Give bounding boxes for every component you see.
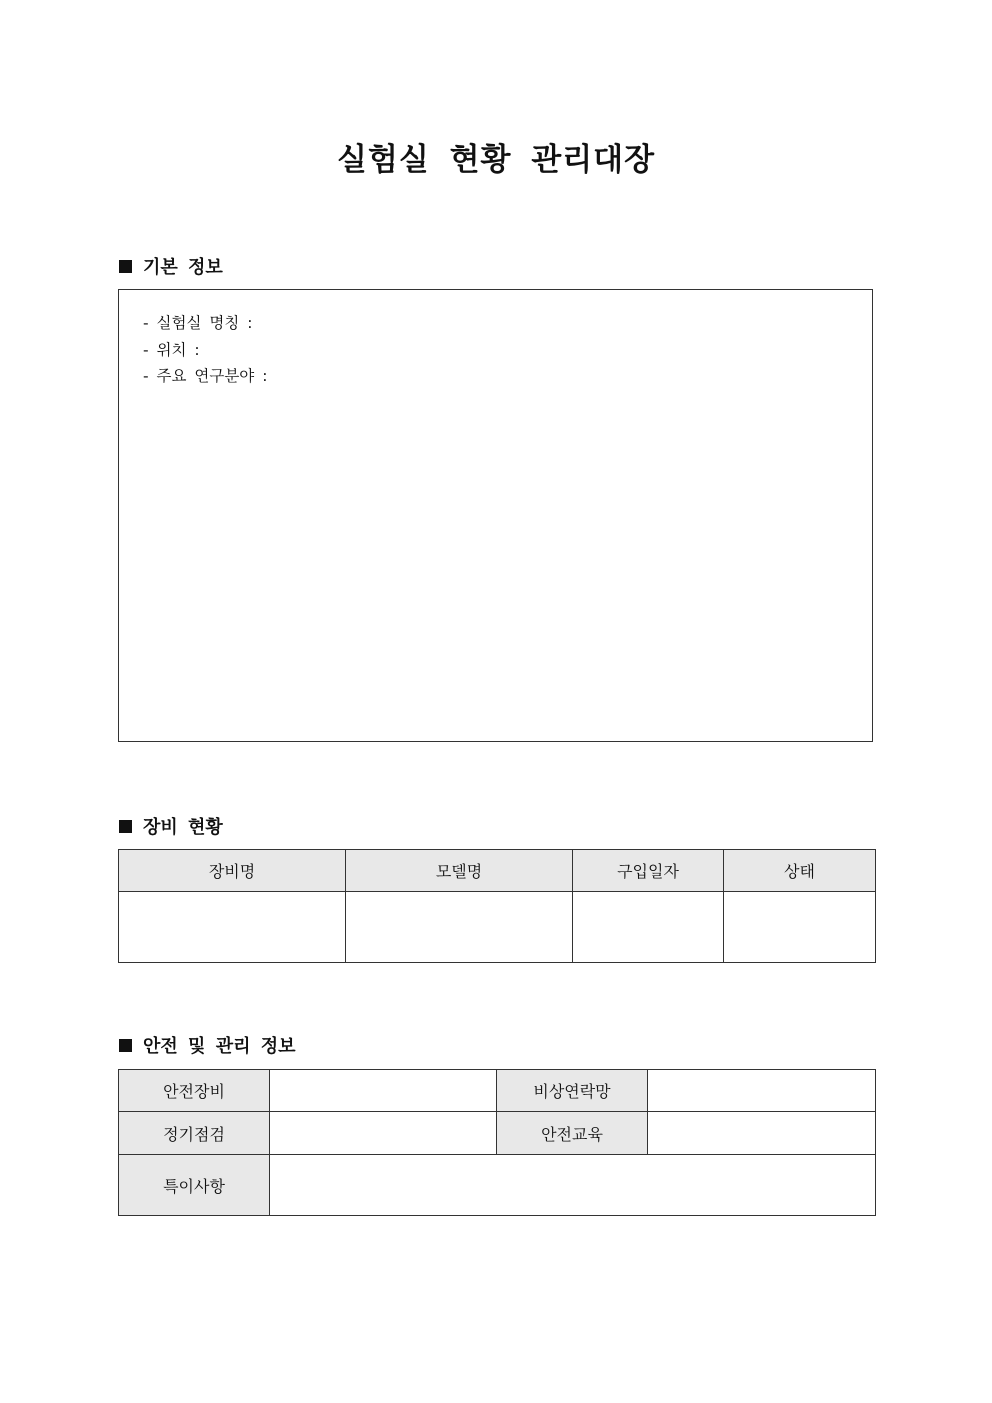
square-bullet-icon bbox=[119, 260, 132, 273]
safety-training-value[interactable] bbox=[648, 1112, 876, 1155]
location-line: - 위치 : bbox=[143, 340, 200, 359]
remarks-label: 특이사항 bbox=[119, 1155, 270, 1216]
equipment-table bbox=[118, 849, 876, 963]
safety-heading bbox=[119, 1032, 296, 1058]
equipment-name-cell[interactable] bbox=[119, 892, 346, 963]
equipment-heading bbox=[119, 813, 223, 839]
safety-equipment-label: 안전장비 bbox=[119, 1070, 270, 1112]
equipment-header-row bbox=[119, 850, 876, 892]
column-header-model-name: 모델명 bbox=[346, 850, 573, 892]
table-row bbox=[119, 1112, 876, 1155]
basic-info-heading-text: 기본 정보 bbox=[143, 257, 223, 278]
page-title: 실험실 현황 관리대장 bbox=[336, 142, 656, 178]
table-row bbox=[119, 1070, 876, 1112]
safety-management-table bbox=[118, 1069, 876, 1216]
column-header-equipment-name: 장비명 bbox=[119, 850, 346, 892]
emergency-contact-label: 비상연락망 bbox=[497, 1070, 648, 1112]
table-row bbox=[119, 1155, 876, 1216]
table-row bbox=[119, 892, 876, 963]
model-name-cell[interactable] bbox=[346, 892, 573, 963]
purchase-date-cell[interactable] bbox=[573, 892, 724, 963]
safety-heading-text: 안전 및 관리 정보 bbox=[143, 1036, 296, 1057]
basic-info-box bbox=[118, 289, 873, 742]
square-bullet-icon bbox=[119, 1039, 132, 1052]
research-field-line: - 주요 연구분야 : bbox=[143, 367, 268, 385]
status-cell[interactable] bbox=[724, 892, 876, 963]
column-header-status: 상태 bbox=[724, 850, 876, 892]
remarks-value[interactable] bbox=[270, 1155, 876, 1216]
emergency-contact-value[interactable] bbox=[648, 1070, 876, 1112]
column-header-purchase-date: 구입일자 bbox=[573, 850, 724, 892]
equipment-heading-text: 장비 현황 bbox=[143, 817, 223, 838]
regular-inspection-label: 정기점검 bbox=[119, 1112, 270, 1155]
square-bullet-icon bbox=[119, 820, 132, 833]
lab-name-line: - 실험실 명칭 : bbox=[143, 314, 253, 332]
safety-training-label: 안전교육 bbox=[497, 1112, 648, 1155]
safety-equipment-value[interactable] bbox=[270, 1070, 497, 1112]
regular-inspection-value[interactable] bbox=[270, 1112, 497, 1155]
basic-info-heading bbox=[119, 253, 223, 279]
